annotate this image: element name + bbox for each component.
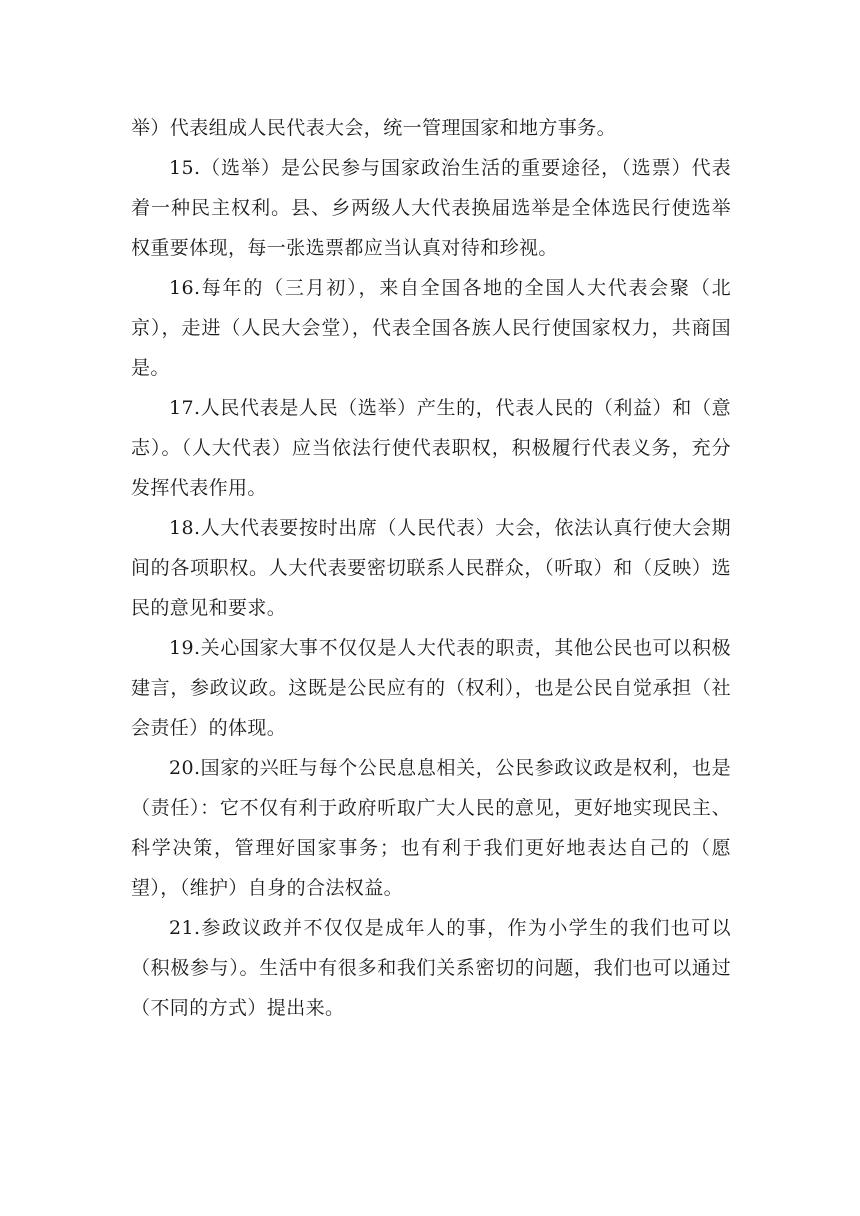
paragraph-item-19: 19.关心国家大事不仅仅是人大代表的职责，其他公民也可以积极建言，参政议政。这既是公民应有的（权利），也是公民自觉承担（社会责任）的体现。: [131, 637, 731, 739]
paragraph-item-17: 17.人民代表是人民（选举）产生的，代表人民的（利益）和（意志）。（人大代表）应当依法行使代表职权，积极履行代表义务，充分发挥代表作用。: [131, 397, 731, 499]
paragraph-item-15: 15.（选举）是公民参与国家政治生活的重要途径，（选票）代表着一种民主权利。县、乡两级人大代表换届选举是全体选民行使选举权重要体现，每一张选票都应当认真对待和珍视。: [131, 157, 731, 259]
document-body: [131, 108, 731, 1028]
paragraph-item-20: 20.国家的兴旺与每个公民息息相关，公民参政议政是权利，也是（责任）：它不仅有利于政府听取广大人民的意见，更好地实现民主、科学决策，管理好国家事务；也有利于我们更好地表达自己的（愿望），（维护）自身的合法权益。: [131, 757, 731, 899]
paragraph-item-21: 21.参政议政并不仅仅是成年人的事，作为小学生的我们也可以（积极参与）。生活中有很多和我们关系密切的问题，我们也可以通过（不同的方式）提出来。: [131, 917, 731, 1019]
paragraph-item-16: 16.每年的（三月初），来自全国各地的全国人大代表会聚（北京），走进（人民大会堂），代表全国各族人民行使国家权力，共商国是。: [131, 277, 731, 379]
paragraph-continuation: 举）代表组成人民代表大会，统一管理国家和地方事务。: [131, 117, 617, 139]
paragraph-item-18: 18.人大代表要按时出席（人民代表）大会，依法认真行使大会期间的各项职权。人大代表要密切联系人民群众，（听取）和（反映）选民的意见和要求。: [131, 517, 731, 619]
